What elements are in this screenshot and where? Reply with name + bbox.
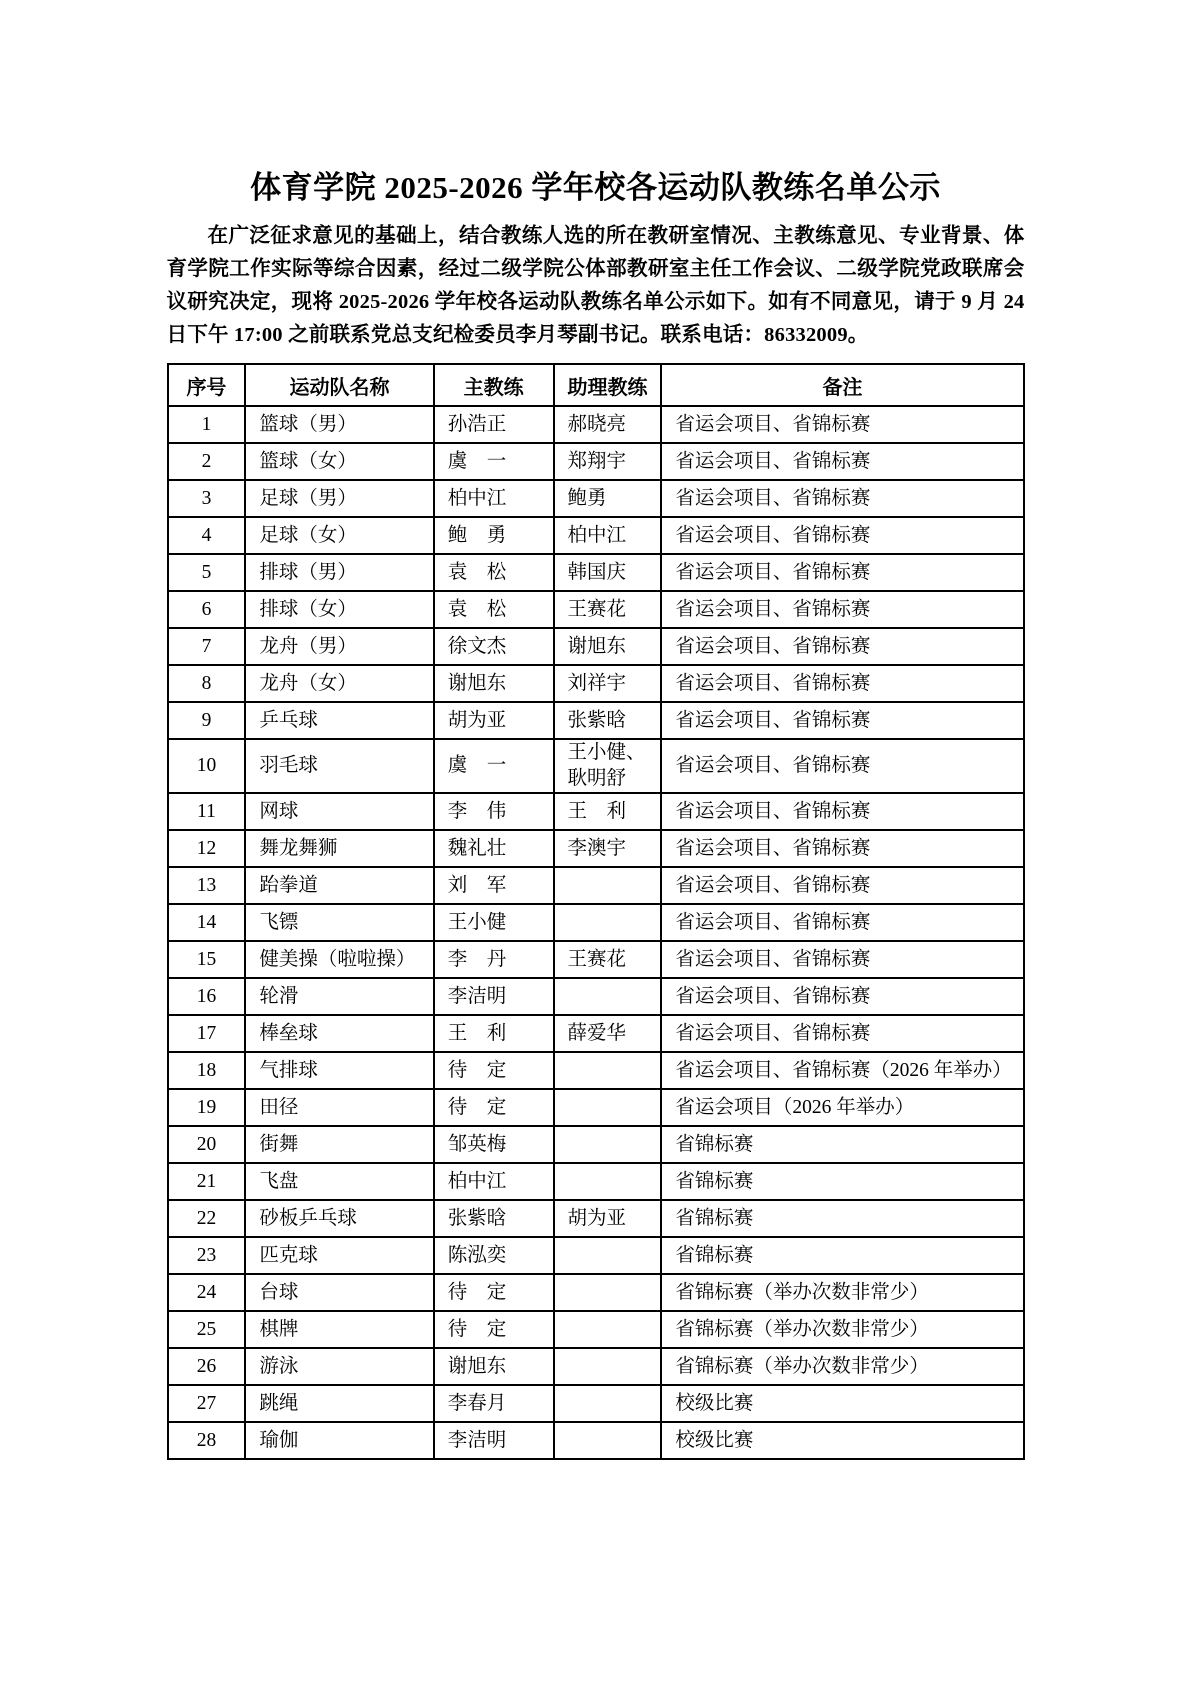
remark-cell: 省锦标赛	[661, 1200, 1023, 1237]
team-name-cell: 篮球（女）	[245, 443, 433, 480]
table-row	[168, 1052, 1024, 1089]
roster-table-body	[168, 406, 1024, 1459]
head-coach-cell: 李洁明	[434, 978, 554, 1015]
remark-cell: 省锦标赛	[661, 1163, 1023, 1200]
remark-cell: 省锦标赛	[661, 1237, 1023, 1274]
assistant-coach-cell	[554, 904, 662, 941]
assistant-coach-cell: 郑翔宇	[554, 443, 662, 480]
assistant-coach-cell: 王赛花	[554, 941, 662, 978]
table-row	[168, 739, 1024, 793]
assistant-coach-cell	[554, 867, 662, 904]
assistant-coach-cell: 谢旭东	[554, 628, 662, 665]
assistant-coach-cell: 鲍勇	[554, 480, 662, 517]
table-row	[168, 443, 1024, 480]
remark-cell: 省运会项目、省锦标赛	[661, 830, 1023, 867]
team-name-cell: 跳绳	[245, 1385, 433, 1422]
team-name-cell: 网球	[245, 793, 433, 830]
team-name-cell: 舞龙舞狮	[245, 830, 433, 867]
remark-cell: 省运会项目、省锦标赛	[661, 1015, 1023, 1052]
table-row	[168, 793, 1024, 830]
table-row	[168, 702, 1024, 739]
row-number-cell: 20	[168, 1126, 246, 1163]
remark-cell: 省运会项目、省锦标赛	[661, 517, 1023, 554]
row-number-cell: 2	[168, 443, 246, 480]
team-name-cell: 棒垒球	[245, 1015, 433, 1052]
head-coach-cell: 谢旭东	[434, 1348, 554, 1385]
table-row	[168, 941, 1024, 978]
coach-roster-table	[167, 363, 1025, 1460]
row-number-cell: 5	[168, 554, 246, 591]
team-name-cell: 羽毛球	[245, 739, 433, 793]
remark-cell: 省运会项目、省锦标赛	[661, 628, 1023, 665]
table-row	[168, 628, 1024, 665]
row-number-cell: 15	[168, 941, 246, 978]
row-number-cell: 21	[168, 1163, 246, 1200]
head-coach-cell: 王小健	[434, 904, 554, 941]
head-coach-cell: 邹英梅	[434, 1126, 554, 1163]
row-number-cell: 14	[168, 904, 246, 941]
team-name-cell: 砂板乒乓球	[245, 1200, 433, 1237]
remark-cell: 省运会项目、省锦标赛	[661, 480, 1023, 517]
team-name-cell: 飞镖	[245, 904, 433, 941]
remark-cell: 省运会项目、省锦标赛	[661, 941, 1023, 978]
assistant-coach-cell: 王 利	[554, 793, 662, 830]
row-number-cell: 24	[168, 1274, 246, 1311]
header-assistant-coach: 助理教练	[554, 364, 662, 406]
table-row	[168, 904, 1024, 941]
head-coach-cell: 柏中江	[434, 1163, 554, 1200]
assistant-coach-cell: 胡为亚	[554, 1200, 662, 1237]
assistant-coach-cell: 李澳宇	[554, 830, 662, 867]
team-name-cell: 排球（女）	[245, 591, 433, 628]
assistant-coach-cell	[554, 1311, 662, 1348]
assistant-coach-cell	[554, 1422, 662, 1459]
document-content	[167, 0, 1025, 1460]
row-number-cell: 16	[168, 978, 246, 1015]
row-number-cell: 8	[168, 665, 246, 702]
head-coach-cell: 待 定	[434, 1274, 554, 1311]
assistant-coach-cell: 郝晓亮	[554, 406, 662, 443]
remark-cell: 省运会项目、省锦标赛	[661, 443, 1023, 480]
row-number-cell: 4	[168, 517, 246, 554]
header-row-number: 序号	[168, 364, 246, 406]
row-number-cell: 6	[168, 591, 246, 628]
team-name-cell: 足球（男）	[245, 480, 433, 517]
row-number-cell: 7	[168, 628, 246, 665]
row-number-cell: 28	[168, 1422, 246, 1459]
table-row	[168, 1237, 1024, 1274]
head-coach-cell: 陈泓奕	[434, 1237, 554, 1274]
table-row	[168, 665, 1024, 702]
assistant-coach-cell: 张紫晗	[554, 702, 662, 739]
row-number-cell: 3	[168, 480, 246, 517]
head-coach-cell: 张紫晗	[434, 1200, 554, 1237]
table-row	[168, 867, 1024, 904]
assistant-coach-cell: 韩国庆	[554, 554, 662, 591]
remark-cell: 省锦标赛（举办次数非常少）	[661, 1348, 1023, 1385]
table-row	[168, 1089, 1024, 1126]
table-row	[168, 1422, 1024, 1459]
row-number-cell: 26	[168, 1348, 246, 1385]
table-row	[168, 554, 1024, 591]
head-coach-cell: 刘 军	[434, 867, 554, 904]
table-row	[168, 830, 1024, 867]
remark-cell: 省运会项目、省锦标赛	[661, 739, 1023, 793]
row-number-cell: 13	[168, 867, 246, 904]
table-row	[168, 480, 1024, 517]
intro-paragraph: 在广泛征求意见的基础上，结合教练人选的所在教研室情况、主教练意见、专业背景、体育学院工作实际等综合因素，经过二级学院公体部教研室主任工作会议、二级学院党政联席会议研究决定，现将 2025-2026 学年校各运动队教练名单公示如下。如有不同意见，请于 9 月 24 日下午 17:00 之前联系党总支纪检委员李月琴副书记。联系电话：86332009。	[166, 225, 1025, 346]
team-name-cell: 乒乓球	[245, 702, 433, 739]
remark-cell: 省运会项目、省锦标赛	[661, 591, 1023, 628]
row-number-cell: 19	[168, 1089, 246, 1126]
assistant-coach-cell: 柏中江	[554, 517, 662, 554]
head-coach-cell: 柏中江	[434, 480, 554, 517]
table-row	[168, 1348, 1024, 1385]
table-row	[168, 1385, 1024, 1422]
team-name-cell: 田径	[245, 1089, 433, 1126]
remark-cell: 省运会项目、省锦标赛	[661, 702, 1023, 739]
assistant-coach-cell	[554, 1163, 662, 1200]
team-name-cell: 龙舟（女）	[245, 665, 433, 702]
remark-cell: 省运会项目、省锦标赛（2026 年举办）	[661, 1052, 1023, 1089]
team-name-cell: 足球（女）	[245, 517, 433, 554]
row-number-cell: 17	[168, 1015, 246, 1052]
assistant-coach-cell	[554, 978, 662, 1015]
remark-cell: 省运会项目、省锦标赛	[661, 665, 1023, 702]
head-coach-cell: 李 伟	[434, 793, 554, 830]
row-number-cell: 11	[168, 793, 246, 830]
head-coach-cell: 徐文杰	[434, 628, 554, 665]
row-number-cell: 12	[168, 830, 246, 867]
table-row	[168, 406, 1024, 443]
remark-cell: 省运会项目、省锦标赛	[661, 406, 1023, 443]
team-name-cell: 飞盘	[245, 1163, 433, 1200]
head-coach-cell: 袁 松	[434, 554, 554, 591]
remark-cell: 省运会项目、省锦标赛	[661, 554, 1023, 591]
table-row	[168, 1163, 1024, 1200]
row-number-cell: 25	[168, 1311, 246, 1348]
head-coach-cell: 虞 一	[434, 739, 554, 793]
assistant-coach-cell	[554, 1274, 662, 1311]
head-coach-cell: 谢旭东	[434, 665, 554, 702]
assistant-coach-cell	[554, 1089, 662, 1126]
assistant-coach-cell	[554, 1237, 662, 1274]
team-name-cell: 瑜伽	[245, 1422, 433, 1459]
remark-cell: 省运会项目、省锦标赛	[661, 867, 1023, 904]
row-number-cell: 1	[168, 406, 246, 443]
team-name-cell: 街舞	[245, 1126, 433, 1163]
table-row	[168, 978, 1024, 1015]
team-name-cell: 龙舟（男）	[245, 628, 433, 665]
remark-cell: 校级比赛	[661, 1385, 1023, 1422]
team-name-cell: 跆拳道	[245, 867, 433, 904]
team-name-cell: 气排球	[245, 1052, 433, 1089]
head-coach-cell: 李 丹	[434, 941, 554, 978]
head-coach-cell: 鲍 勇	[434, 517, 554, 554]
row-number-cell: 10	[168, 739, 246, 793]
team-name-cell: 篮球（男）	[245, 406, 433, 443]
header-team-name: 运动队名称	[245, 364, 433, 406]
table-row	[168, 591, 1024, 628]
head-coach-cell: 魏礼壮	[434, 830, 554, 867]
assistant-coach-cell: 王赛花	[554, 591, 662, 628]
team-name-cell: 台球	[245, 1274, 433, 1311]
row-number-cell: 18	[168, 1052, 246, 1089]
head-coach-cell: 孙浩正	[434, 406, 554, 443]
team-name-cell: 棋牌	[245, 1311, 433, 1348]
head-coach-cell: 待 定	[434, 1089, 554, 1126]
remark-cell: 省运会项目、省锦标赛	[661, 904, 1023, 941]
remark-cell: 省运会项目（2026 年举办）	[661, 1089, 1023, 1126]
remark-cell: 校级比赛	[661, 1422, 1023, 1459]
head-coach-cell: 李春月	[434, 1385, 554, 1422]
page-title: 体育学院 2025-2026 学年校各运动队教练名单公示	[250, 170, 941, 205]
assistant-coach-cell: 王小健、耿明舒	[554, 739, 662, 793]
team-name-cell: 排球（男）	[245, 554, 433, 591]
remark-cell: 省运会项目、省锦标赛	[661, 978, 1023, 1015]
row-number-cell: 23	[168, 1237, 246, 1274]
table-row	[168, 1126, 1024, 1163]
head-coach-cell: 待 定	[434, 1052, 554, 1089]
assistant-coach-cell	[554, 1385, 662, 1422]
head-coach-cell: 王 利	[434, 1015, 554, 1052]
row-number-cell: 27	[168, 1385, 246, 1422]
header-head-coach: 主教练	[434, 364, 554, 406]
table-row	[168, 1200, 1024, 1237]
row-number-cell: 22	[168, 1200, 246, 1237]
table-row	[168, 517, 1024, 554]
assistant-coach-cell	[554, 1052, 662, 1089]
table-row	[168, 1274, 1024, 1311]
header-remark: 备注	[661, 364, 1023, 406]
head-coach-cell: 李洁明	[434, 1422, 554, 1459]
head-coach-cell: 袁 松	[434, 591, 554, 628]
remark-cell: 省锦标赛	[661, 1126, 1023, 1163]
remark-cell: 省锦标赛（举办次数非常少）	[661, 1311, 1023, 1348]
table-row	[168, 1015, 1024, 1052]
team-name-cell: 游泳	[245, 1348, 433, 1385]
header-row	[168, 364, 1024, 406]
row-number-cell: 9	[168, 702, 246, 739]
remark-cell: 省锦标赛（举办次数非常少）	[661, 1274, 1023, 1311]
table-header	[168, 364, 1024, 406]
assistant-coach-cell: 薛爱华	[554, 1015, 662, 1052]
team-name-cell: 轮滑	[245, 978, 433, 1015]
assistant-coach-cell: 刘祥宇	[554, 665, 662, 702]
remark-cell: 省运会项目、省锦标赛	[661, 793, 1023, 830]
team-name-cell: 匹克球	[245, 1237, 433, 1274]
head-coach-cell: 胡为亚	[434, 702, 554, 739]
head-coach-cell: 虞 一	[434, 443, 554, 480]
assistant-coach-cell	[554, 1126, 662, 1163]
head-coach-cell: 待 定	[434, 1311, 554, 1348]
table-row	[168, 1311, 1024, 1348]
team-name-cell: 健美操（啦啦操）	[245, 941, 433, 978]
assistant-coach-cell	[554, 1348, 662, 1385]
